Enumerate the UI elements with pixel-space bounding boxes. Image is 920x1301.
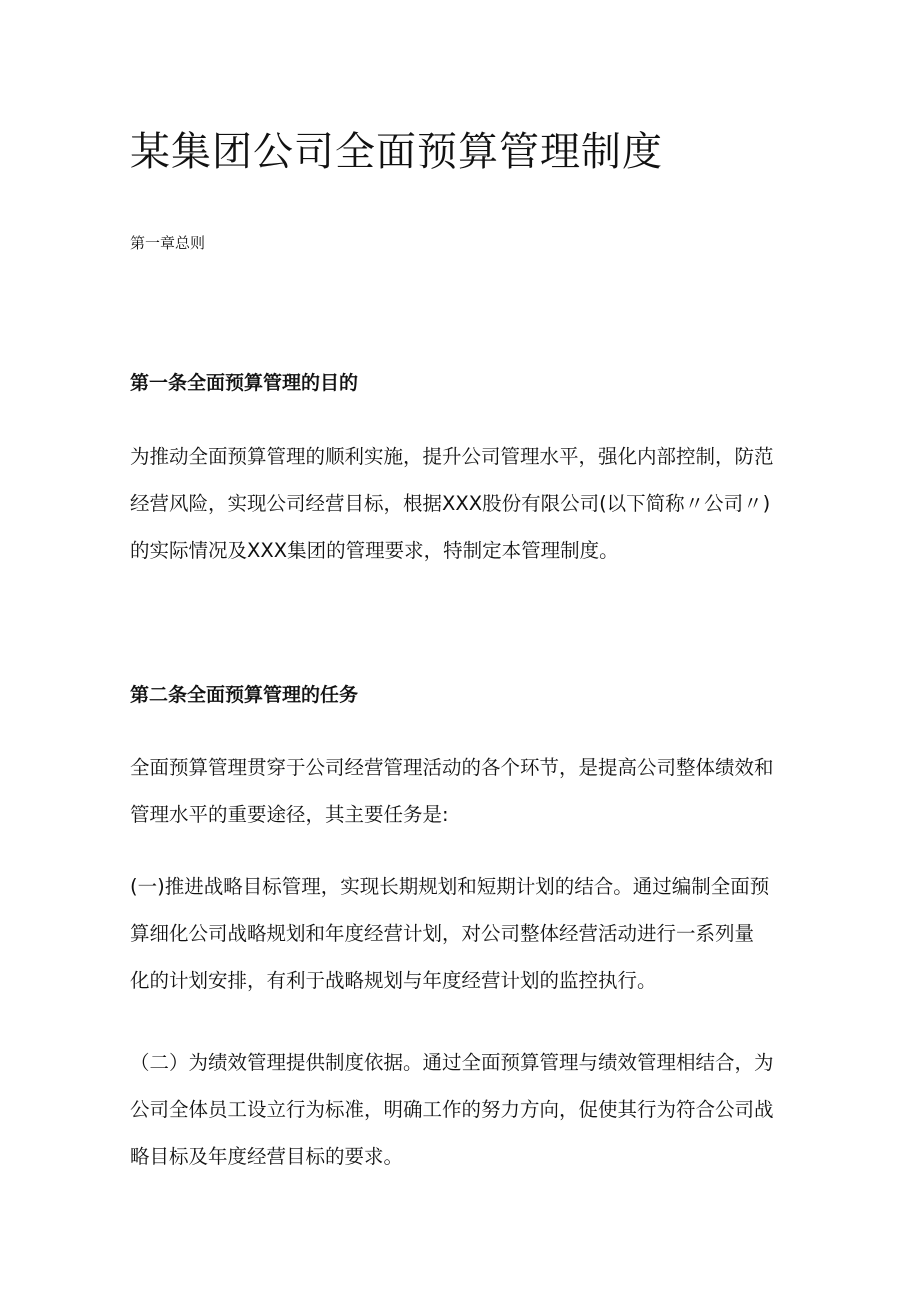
article-1-heading: 第一条全面预算管理的目的 bbox=[130, 372, 359, 394]
paragraph-line: (一)推进战略目标管理，实现长期规划和短期计划的结合。通过编制全面预 bbox=[130, 875, 770, 898]
paragraph-line: 管理水平的重要途径，其主要任务是: bbox=[130, 803, 449, 826]
article-2-heading: 第二条全面预算管理的任务 bbox=[130, 684, 359, 706]
article-2-paragraph-2 bbox=[130, 863, 800, 1004]
paragraph-line: 经营风险，实现公司经营目标，根据XXX股份有限公司(以下简称〃公司〃) bbox=[130, 492, 771, 515]
paragraph-line: 的实际情况及XXX集团的管理要求，特制定本管理制度。 bbox=[130, 539, 619, 562]
paragraph-line: （二）为绩效管理提供制度依据。通过全面预算管理与绩效管理相结合，为 bbox=[130, 1051, 774, 1074]
paragraph-line: 公司全体员工设立行为标准，明确工作的努力方向，促使其行为符合公司战 bbox=[130, 1098, 774, 1121]
article-1-paragraph-1 bbox=[130, 433, 800, 574]
article-2-paragraph-3 bbox=[130, 1039, 800, 1180]
paragraph-line: 算细化公司战略规划和年度经营计划，对公司整体经营活动进行一系列量 bbox=[130, 922, 755, 945]
paragraph-line: 略目标及年度经营目标的要求。 bbox=[130, 1145, 404, 1168]
document-title: 某集团公司全面预算管理制度 bbox=[130, 129, 663, 175]
paragraph-line: 全面预算管理贯穿于公司经营管理活动的各个环节，是提高公司整体绩效和 bbox=[130, 756, 774, 779]
paragraph-line: 化的计划安排，有利于战略规划与年度经营计划的监控执行。 bbox=[130, 969, 657, 992]
chapter-heading: 第一章总则 bbox=[130, 234, 206, 252]
article-2-paragraph-1 bbox=[130, 744, 800, 838]
paragraph-line: 为推动全面预算管理的顺利实施，提升公司管理水平，强化内部控制，防范 bbox=[130, 445, 774, 468]
